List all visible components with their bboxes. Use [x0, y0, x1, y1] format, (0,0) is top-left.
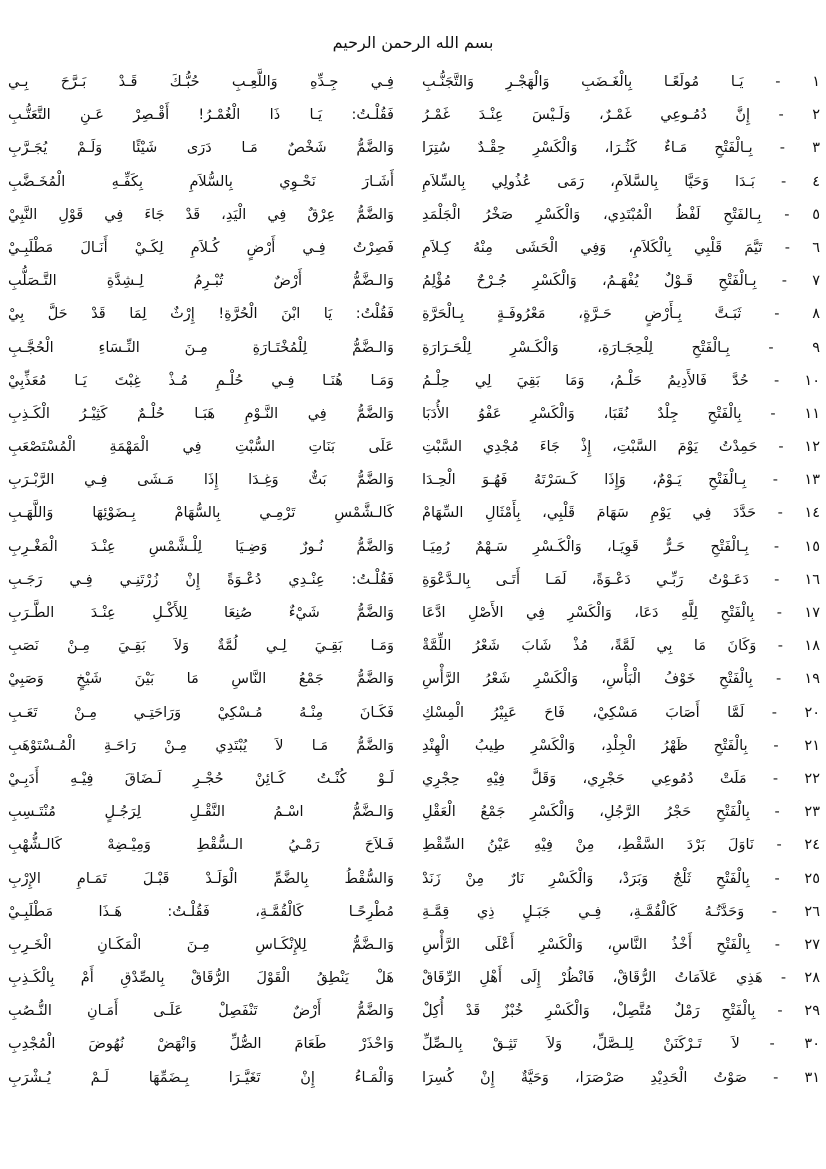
hemistich-second: وَمَـا بَقِـيَ لِـي لُمَّةٌ وَلاَ بَقِـيَ مِـنْ نَصَبِ	[8, 638, 394, 655]
verse-row	[8, 431, 820, 464]
hemistich-first	[422, 929, 820, 962]
verse-row	[8, 630, 820, 663]
verse-row	[8, 66, 820, 99]
verse-number: ٢٨ -	[762, 970, 820, 987]
verse-row	[8, 531, 820, 564]
hemistich-first	[422, 962, 820, 995]
verse-number: ١٨ -	[756, 638, 820, 655]
verse-number: ٢٣ -	[749, 804, 820, 821]
hemistich-first	[422, 796, 820, 829]
hemistich-first	[422, 630, 820, 663]
verse-row	[8, 564, 820, 597]
hemistich-first-text: ثَبَـتَّ بِـأَرْضٍ حَـرَّةٍ، مَعْرُوفَـةٍ بِـالْحَرَّةِ	[422, 306, 742, 323]
verse-number: ٢١ -	[747, 737, 820, 754]
verse-number: ٩ -	[729, 339, 820, 356]
verse-row	[8, 597, 820, 630]
hemistich-first	[422, 99, 820, 132]
hemistich-first-text: هَذِي عَلاَمَاتُ الرُّقَاقْ، فَانْظُرْ إِلَى أَهْلِ الرِّقَاقْ	[422, 970, 763, 987]
hemistich-first-text: يَـا مُولَعًـا بِالْغَـضَبِ وَالْهَجْـرِ وَالتَّجَنُّـبِ	[422, 74, 744, 90]
verse-number: ٣٠ -	[739, 1036, 820, 1053]
verse-number: ١٧ -	[754, 605, 820, 621]
hemistich-first-text: بِالْفَتْحِ جِلْدٌ نُقَبَا، وَالْكَسْرِ عَفْوُ الأُدَبَا	[422, 405, 742, 422]
verse-number: ٨ -	[741, 306, 820, 323]
hemistich-first	[422, 995, 820, 1028]
hemistich-first	[422, 497, 820, 530]
hemistich-first	[422, 66, 820, 99]
verse-number: ١٠ -	[748, 372, 820, 389]
hemistich-first	[422, 1028, 820, 1061]
hemistich-first-text: صَوْتُ الْحَدِيْدِ صَرْصَرَا، وَحَيَّةٌ إِنْ كُسِرَا	[422, 1069, 747, 1086]
hemistich-first	[422, 431, 820, 464]
hemistich-first-text: حَدَّدَ فِي يَوْمِ سَهَامَ قَلْبِي، بِأَمْثَالِ السِّهَامْ	[422, 505, 757, 522]
verse-row	[8, 298, 820, 331]
hemistich-first	[422, 564, 820, 597]
hemistich-first-text: بِالْفَتْحِ رَمْلٌ مُتَّصِلْ، وَالْكَسْرِ خُبْزٌ قَدْ أُكِلْ	[422, 1003, 756, 1020]
hemistich-second: وَالضَّمُّ عِرْقٌ فِي الْيَدِ، قَدْ جَاءَ فِي قَوْلِ النَّبِيْ	[8, 206, 394, 223]
hemistich-second: مُطْرِحًـا كَالْقُمَّـةِ، فَقُلْـتُ: هَـذَا مَطْلَبِـيْ	[8, 903, 394, 920]
verse-row	[8, 132, 820, 165]
hemistich-second: وَالضَّمُّ بَتٌّ وَغِـدَا إِذَا مَـشَى فِـي الرَّبْـرَبِ	[8, 472, 394, 489]
hemistich-first-text: نَاوَلَ بَرْدَ السَّقْطِ، مِنْ فِيْهِ عَيْنُ السِّقْطِ	[422, 837, 754, 854]
verse-number: ٥ -	[761, 206, 820, 223]
hemistich-first-text: بِالْفَتْحِ حَجْرُ الرَّجُلِ، وَالْكَسْرِ جَمْعُ الْعَقْلِ	[422, 804, 750, 821]
hemistich-first	[422, 829, 820, 862]
hemistich-second: فَقُلْـتُ: يَـا ذَا الْغُمْـرُ! أَقْـصِرْ عَـنِ التَّعَتُّـبِ	[8, 107, 394, 124]
hemistich-second: وَالـضَّمُّ اسْـمُ النَّقْـلِ لِرَجُـلٍ مُنْتَـسِبِ	[8, 804, 394, 821]
hemistich-first-text: بِـالْفَتْحِ مَـاءٌ كَثُـرَا، وَالْكَسْرِ حِقْـدٌ سُتِرَا	[422, 140, 753, 157]
verse-number: ٣١ -	[747, 1069, 820, 1086]
verse-row	[8, 232, 820, 265]
hemistich-second: فَـلاَحَ رَمْـيُ الـسُّقْطِ وَمِيْـضِهْ كَالـشُّهْبِ	[8, 837, 394, 854]
hemistich-second: فَكَـانَ مِنْـهُ مُـسْكِيْ وَرَاحَتِـي مِـنْ تَعَـبِ	[8, 704, 394, 721]
verse-row	[8, 763, 820, 796]
hemistich-second: فَصِرْتُ فِـي أَرْضٍ كُـلاَمِ لِكَـيْ أَنَـالَ مَطْلَبِـيْ	[8, 239, 394, 256]
hemistich-first-text: بِـالْفَتْحِ يَـوْمٌ، وَإِذَا كَـسَرْتَهُ فَهُـوَ الْحِـدَا	[422, 472, 747, 489]
hemistich-second: وَالضَّمُّ مَـا لاَ يُبْتَدِي مِـنْ رَاحَـةِ الْمُـسْتَوْهَبِ	[8, 737, 394, 754]
hemistich-first	[422, 531, 820, 564]
hemistich-first	[422, 232, 820, 265]
hemistich-first-text: بِـالْفَتْحِ قَـوْلٌ يُفْهَـمُ، وَالْكَسْرِ جُـرْحٌ مُؤْلِمُ	[422, 273, 757, 290]
verse-number: ٢٧ -	[750, 936, 820, 953]
hemistich-second: هَلْ يَنْطِقُ الْقَوْلَ الرُّقَاقْ بِالصِّدْقِ أَمْ بِالْكَـذِبِ	[8, 970, 394, 987]
verse-number: ١٣ -	[746, 472, 820, 489]
hemistich-first-text: بِـالْفَتْحِ حَـرٌّ قَوِيَـا، وَالْكَـسْرِ سَـهْمٌ رُمِيَـا	[422, 538, 749, 555]
hemistich-second: وَالـضَّمُّ لِلْمُخْتَـارَةِ مِـنَ النِّـسَاءِ الْحُجَّـبِ	[8, 339, 394, 356]
hemistich-first-text: إِنَّ دُمُـوعِي غَمْـرٌ، وَلَـيْسَ عِنْـدَ غَمْـرُ	[422, 107, 751, 124]
verse-row	[8, 663, 820, 696]
verse-list	[0, 66, 826, 1095]
verse-row	[8, 365, 820, 398]
hemistich-first	[422, 132, 820, 165]
verse-row	[8, 166, 820, 199]
verse-row	[8, 995, 820, 1028]
hemistich-first	[422, 697, 820, 730]
hemistich-first	[422, 365, 820, 398]
verse-row	[8, 863, 820, 896]
verse-number: ٦ -	[762, 239, 820, 256]
hemistich-first-text: تَيَّمَ قَلْبِي بِالْكَلاَمِ، وَفِي الْحَشَى مِنْهُ كِـلاَمِ	[422, 239, 763, 256]
verse-row	[8, 1028, 820, 1061]
hemistich-second: وَالسُّقْطُ بِالضَّمِّ الْوَلَـدْ قَبْـلَ تَمَـامِ الإِرْبِ	[8, 870, 394, 887]
verse-row	[8, 398, 820, 431]
hemistich-first-text: لاَ تَـرْكَنَنْ لِلـصَّلِّ، وَلاَ تَثِـقْ بِالـصِّلِّ	[422, 1036, 740, 1053]
verse-row	[8, 896, 820, 929]
hemistich-second: عَلَى بَنَاتِ السُّبْتِ فِي الْمَهْمَةِ الْمُسْتَصْعَبِ	[8, 439, 394, 456]
hemistich-second: فَقُلْـتُ: عِنْـدِي دُعْـوَةً إِنْ زُرْتَنِـي فِـي رَجَـبِ	[8, 571, 394, 588]
hemistich-first-text: حَمِدْتُ يَوْمَ السَّبْتِ، إِذْ جَاءَ مُجْدِي السَّبْتِ	[422, 439, 758, 456]
verse-number: ٣ -	[752, 140, 820, 157]
verse-row	[8, 929, 820, 962]
hemistich-first-text: بِالْفَتْحِ خَوْفُ الْبَأْسِ، وَالْكَسْرِ شَعْرُ الرَّأْسِ	[422, 671, 753, 688]
hemistich-first-text: بَـدَا وَحَيَّا بِالسَّلاَمِ، رَمَى عُذُولِي بِالسِّلاَمِ	[422, 173, 755, 190]
hemistich-second: أَشَـارَ نَحْـوِي بِالسُّلاَمِ بِكَفِّـهِ الْمُخَـضَّبِ	[8, 173, 394, 190]
verse-row	[8, 99, 820, 132]
hemistich-second: وَالضَّمُّ شَخْصٌ مَـا دَرَى شَيْئًا وَلَـمْ يُجَـرَّبِ	[8, 140, 394, 157]
hemistich-second: وَالـضَّمُّ لِلإِنْكَـاسِ مِـنَ الْمَكَـانِ الْخَـرِبِ	[8, 936, 394, 953]
verse-row	[8, 464, 820, 497]
verse-number: ١٩ -	[752, 671, 820, 688]
hemistich-first	[422, 332, 820, 365]
basmala-title: بسم الله الرحمن الرحيم	[332, 33, 494, 52]
verse-number: ٢٦ -	[744, 903, 820, 920]
hemistich-first	[422, 265, 820, 298]
hemistich-first	[422, 166, 820, 199]
verse-row	[8, 796, 820, 829]
hemistich-second: كَالـشَّمْسِ تَرْمِـي بِالسُّهَامْ بِـضَوْئِهَا وَاللَّهَـبِ	[8, 505, 394, 522]
verse-row	[8, 265, 820, 298]
hemistich-first-text: دَعَـوْتُ رَبِّـي دَعْـوَةً، لَمَـا أَتَـى بِالـدَّعْوَةِ	[422, 571, 749, 588]
hemistich-first	[422, 663, 820, 696]
verse-row	[8, 199, 820, 232]
verse-number: ٢٥ -	[749, 870, 820, 887]
hemistich-first-text: بِـالْفَتْحِ لِلْحِجَـارَةِ، وَالْكَـسْرِ لِلْحَـرَارَةِ	[422, 339, 730, 356]
hemistich-first-text: مَلَتْ دُمُوعِي حَجْرِي، وَقَلَّ فِيْهِ حِجْرِي	[422, 770, 747, 787]
verse-number: ١١ -	[741, 405, 820, 422]
verse-number: ٢ -	[750, 107, 820, 124]
hemistich-second: وَالضَّمُّ فِي النَّـوْمِ هَبَـا حُلْـمٌ كَثِيْـرُ الْكَـذِبِ	[8, 405, 394, 422]
hemistich-first	[422, 298, 820, 331]
hemistich-first	[422, 398, 820, 431]
verse-number: ١٤ -	[756, 505, 820, 522]
hemistich-second: وَالضَّمُّ أَرْضٌ تَنْفَصِلْ عَلَـى أَمَـانِ النُّـصُبِ	[8, 1003, 394, 1020]
hemistich-second: وَالْمَـاءُ إِنْ تَغَيَّـرَا بِـضَمِّهَا لَـمْ يُـشْرَبِ	[8, 1069, 394, 1086]
verse-row	[8, 332, 820, 365]
verse-number: ١٥ -	[748, 538, 820, 555]
verse-number: ٢٠ -	[744, 704, 820, 721]
hemistich-second: فَقُلْتُ: يَا ابْنَ الْحُرَّةِ! إِرْثٌ لِمَا قَدْ حَلَّ بِيْ	[8, 306, 394, 323]
hemistich-second: لَـوْ كُنْـتُ كَـائِنْ حُجْـرِ لَـضَاقَ فِيْـهِ أَدَبِـيْ	[8, 770, 394, 787]
verse-row	[8, 497, 820, 530]
hemistich-first	[422, 863, 820, 896]
hemistich-first-text: بِالْفَتْحِ أَخْذُ النَّاسِ، وَالْكَسْرِ أَعْلَى الرَّأْسِ	[422, 936, 751, 953]
verse-number: ١ -	[743, 74, 820, 90]
verse-number: ٧ -	[756, 273, 820, 290]
hemistich-second: وَالضَّمُّ شَيْءٌ صُنِعَا لِلأَكْـلِ عِنْـدَ الطَّـرَبِ	[8, 605, 394, 621]
verse-row	[8, 962, 820, 995]
hemistich-first	[422, 1062, 820, 1095]
hemistich-second: وَمَـا هُنَـا فِـي حُلْـمِ مُـذْ غِبْتَ يَـا مُعَذِّبِيْ	[8, 372, 394, 389]
verse-number: ٢٤ -	[753, 837, 820, 854]
hemistich-first-text: بِالْفَتْحِ ثَلْجٌ وَبَرَدْ، وَالْكَسْرِ نَارٌ مِنْ زَنَدْ	[422, 870, 750, 887]
verse-number: ٢٢ -	[746, 770, 820, 787]
verse-row	[8, 1062, 820, 1095]
hemistich-second: وَالضَّمُّ جَمْعُ النَّاسِ مَا بَيْنَ شَيْخٍ وَصَبِيْ	[8, 671, 394, 688]
hemistich-second: وَاحْذَرْ طَعَامَ الصُّلِّ وَانْهَضْ نُهُوضَ الْمُجْدِبِ	[8, 1036, 394, 1053]
hemistich-first	[422, 199, 820, 232]
hemistich-first	[422, 763, 820, 796]
verse-row	[8, 730, 820, 763]
verse-number: ١٦ -	[748, 571, 820, 588]
hemistich-second: وَالضَّمُّ نُـورٌ وَضِـيَا لِلْـشَّمْسِ عِنْـدَ الْمَغْـرِبِ	[8, 538, 394, 555]
hemistich-first-text: بِالْفَتْحِ لِلَّهِ دَعَا، وَالْكَسْرِ فِي الأَصْلِ ادَّعَا	[422, 605, 755, 621]
hemistich-second: فِـي جِـدِّهِ وَاللَّعِـبِ حُبُّـكَ قَـدْ بَـرَّحَ بِـي	[8, 74, 394, 90]
hemistich-first-text: وَكَانَ مَا بِي لَمَّةً، مُذْ شَابَ شَعْرُ اللِّمَّةْ	[422, 638, 757, 655]
verse-number: ٢٩ -	[755, 1003, 820, 1020]
verse-row	[8, 697, 820, 730]
hemistich-first	[422, 464, 820, 497]
hemistich-first	[422, 896, 820, 929]
hemistich-first	[422, 597, 820, 630]
verse-number: ٤ -	[754, 173, 820, 190]
hemistich-first-text: بِالْفَتْحِ ظَهْرُ الْجِلْدِ، وَالْكَسْرِ طِيبُ الْهِنْدِ	[422, 737, 748, 754]
hemistich-first-text: وَحَدَّتُـهُ كَالْقُمَّـةِ، فِـي جَبَـلٍ ذِي قِمَّـةِ	[422, 903, 745, 920]
hemistich-first-text: حُدَّ فَالأَدِيمُ حَلْـمُ، وَمَا بَقِيَ لِي حِلْـمُ	[422, 372, 749, 389]
hemistich-first-text: بِـالفَتْحِ لَفْظُ الْمُبْتَدِي، وَالْكَسْرِ صَخْرُ الْجَلْمَدِ	[422, 206, 762, 223]
hemistich-first	[422, 730, 820, 763]
verse-number: ١٢ -	[757, 439, 820, 456]
hemistich-first-text: لَمَّا أَصَابَ مَسْكِيْ، فَاحَ عَبِيْرُ الْمِسْكِ	[422, 704, 745, 721]
verse-row	[8, 829, 820, 862]
hemistich-second: وَالـضَّمُّ أَرْضٌ تُبْـرِمُ لِـشِدَّةِ التَّـصَلُّبِ	[8, 273, 394, 290]
